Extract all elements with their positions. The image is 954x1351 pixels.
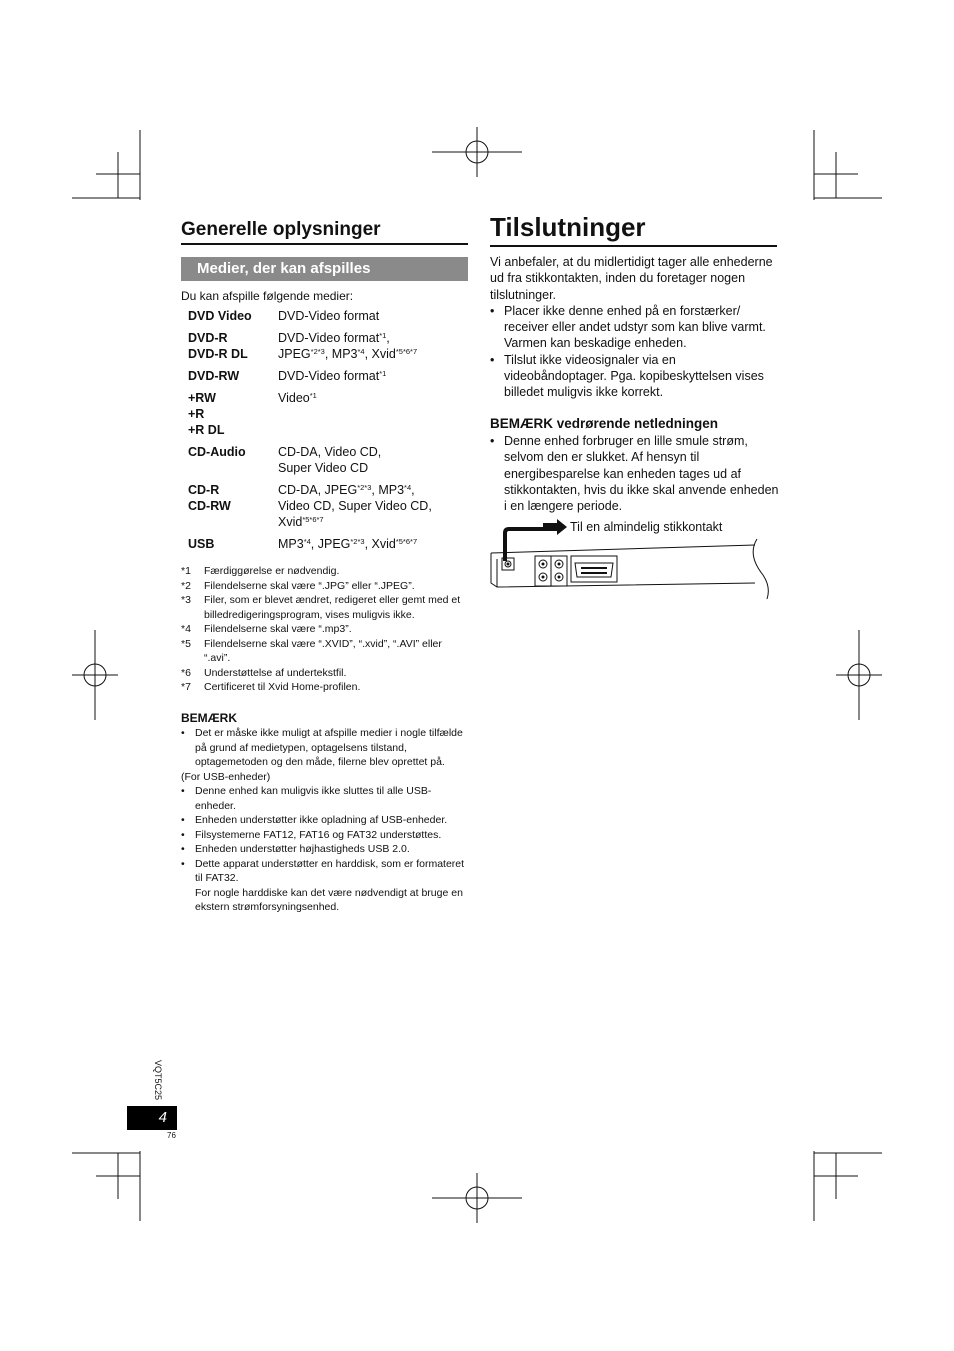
power-note-list (490, 433, 780, 514)
footnote: *2 Filendelserne skal være “.JPG” eller “.JPEG”. (181, 579, 415, 592)
connections-intro: Vi anbefaler, at du midlertidigt tager alle enhederne ud fra stikkontakten, inden du foretager nogen tilslutninger. (490, 255, 773, 302)
section-heading-connections: Tilslutninger (490, 210, 777, 247)
usb-label: (For USB-enheder) (181, 770, 271, 783)
list-item: • Denne enhed kan muligvis ikke sluttes til alle USB-enheder. (181, 785, 432, 812)
table-row (188, 536, 478, 552)
list-item: • Enheden understøtter højhastigheds USB 2.0. (181, 843, 410, 855)
section-heading-general: Generelle oplysninger (181, 219, 468, 245)
footnote: *4 Filendelserne skal være “.mp3”. (181, 623, 352, 635)
media-type: DVD-RW (188, 369, 240, 383)
device-rear-panel (487, 525, 777, 605)
media-type: DVD-R DVD-R DL (188, 331, 248, 361)
connections-text (490, 254, 780, 401)
footnote: *3 Filer, som er blevet ændret, redigeret eller gemt med et billedredigeringsprogram, vises muligvis ikke. (181, 594, 461, 621)
media-type: CD-Audio (188, 445, 246, 459)
doc-code: VQT5C25 (153, 1060, 163, 1101)
table-row (188, 308, 478, 324)
media-format: CD-DA, Video CD, Super Video CD (278, 445, 382, 475)
socket-label: Til en almindelig stikkontakt (570, 520, 723, 534)
footnote: *7 Certificeret til Xvid Home-profilen. (181, 681, 361, 693)
media-format: DVD-Video format$^{*1}$, $JPEG^{*2*3}$, MP3$^{*4}$, Xvid$^{*5*6*7}$ (278, 331, 418, 361)
footnote: *1 Færdiggørelse er nødvendig. (181, 565, 340, 577)
list-item: • Tilslut ikke videosignaler via en videobåndoptager. Pga. kopibeskyttelsen vises billedet muligvis ikke korrekt. (490, 352, 764, 400)
footnote: *5 Filendelserne skal være “.XVID”, “.xvid”, “.AVI” eller “.avi”. (181, 637, 442, 664)
media-table (188, 308, 478, 552)
media-format: CD-DA, $JPEG^{*2*3}$, MP3$^{*4}$, Video CD, Super Video CD, Xvid$^{*5*6*7}$ (278, 483, 432, 529)
list-item: • Denne enhed forbruger en lille smule strøm, selvom den er slukket. Af hensyn til energibesparelse kan enheden tages ud af stikkontakten, hvis du ikke skal anvende enheden i en længere periode. (490, 434, 779, 514)
table-row (188, 330, 478, 362)
media-format: DVD-Video format$^{*1}$ (278, 369, 387, 383)
list-item: • Enheden understøtter ikke opladning af USB-enheder. (181, 814, 448, 826)
table-row (188, 368, 478, 384)
table-row (188, 444, 478, 476)
subsection-bar-media: Medier, der kan afspilles (181, 257, 468, 281)
media-type: DVD Video (188, 309, 252, 323)
table-row (188, 482, 478, 530)
list-item: • Dette apparat understøtter en harddisk, som er formateret til FAT32. For nogle harddiske kan det være nødvendigt at bruge en ekstern strømforsyningsenhed. (181, 857, 465, 913)
list-item: • Filsystemerne FAT12, FAT16 og FAT32 understøttes. (181, 828, 442, 841)
media-format: MP3$^{*4}$, $JPEG^{*2*3}$, Xvid$^{*5*6*7}$ (278, 537, 418, 551)
footnote: *6 Understøttelse af undertekstfil. (181, 666, 347, 679)
page-number: 4 (127, 1106, 177, 1130)
list-item: • Placer ikke denne enhed på en forstærker/ receiver eller andet udstyr som kan blive varmt. Varmen kan beskadige enheden. (490, 303, 766, 351)
table-row (188, 390, 478, 438)
media-format: DVD-Video format (278, 309, 380, 323)
media-format: Video$^{*1}$ (278, 391, 317, 405)
power-note-title: BEMÆRK vedrørende netledningen (490, 416, 719, 431)
media-intro: Du kan afspille følgende medier: (181, 289, 354, 303)
footnotes (181, 564, 471, 695)
note-title: BEMÆRK (181, 711, 237, 725)
list-item: • Det er måske ikke muligt at afspille medier i nogle tilfælde på grund af medietypen, optagelsens tilstand, optagemetoden og den måde, filerne blev oprettet på. (181, 727, 463, 768)
note-list (181, 726, 471, 915)
small-page-number: 76 (167, 1131, 176, 1140)
media-type: CD-R CD-RW (188, 483, 231, 513)
media-type: USB (188, 537, 215, 551)
media-type: +RW +R +R DL (188, 391, 225, 437)
